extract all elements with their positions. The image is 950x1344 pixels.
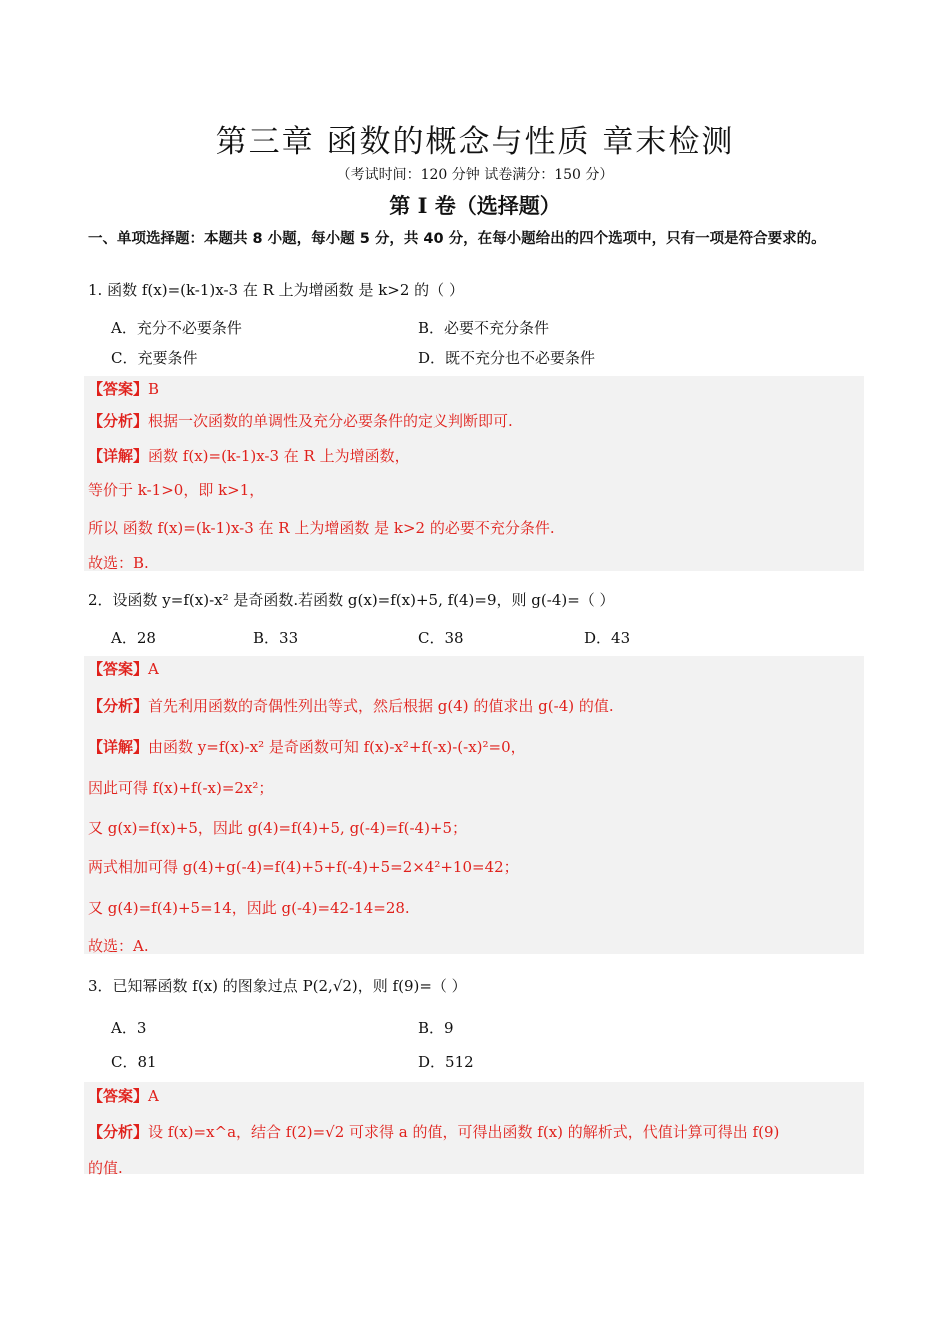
q3-option-c: C．81 bbox=[111, 1053, 157, 1071]
q1-solution-box bbox=[84, 376, 864, 571]
answer-value: B bbox=[148, 380, 160, 398]
q1-option-b: B．必要不充分条件 bbox=[418, 319, 550, 337]
analysis-tag: 【分析】 bbox=[88, 412, 149, 430]
q2-option-a: A．28 bbox=[111, 629, 156, 647]
analysis-text: 根据一次函数的单调性及充分必要条件的定义判断即可. bbox=[148, 412, 513, 430]
q2-stem: 2．设函数 y=f(x)-x² 是奇函数.若函数 g(x)=f(x)+5, f(4)=9，则 g(-4)=（ ） bbox=[88, 591, 615, 609]
q2-detail-2: 因此可得 f(x)+f(-x)=2x²； bbox=[88, 779, 274, 797]
detail-text: 函数 f(x)=(k-1)x-3 在 R 上为增函数， bbox=[148, 447, 410, 465]
page-title: 第三章 函数的概念与性质 章末检测 bbox=[215, 124, 735, 160]
q1-option-d: D．既不充分也不必要条件 bbox=[418, 349, 596, 367]
q1-option-a: A．充分不必要条件 bbox=[111, 319, 242, 337]
q2-option-c: C．38 bbox=[418, 629, 464, 647]
q1-stem: 1. 函数 f(x)=(k-1)x-3 在 R 上为增函数 是 k>2 的（ ） bbox=[88, 281, 464, 299]
detail-text: 由函数 y=f(x)-x² 是奇函数可知 f(x)-x²+f(-x)-(-x)²=0， bbox=[148, 738, 526, 756]
q1-detail bbox=[88, 445, 410, 466]
detail-tag: 【详解】 bbox=[88, 738, 149, 756]
q3-analysis-end: 的值. bbox=[88, 1159, 123, 1177]
q2-detail-5: 又 g(4)=f(4)+5=14，因此 g(-4)=42-14=28. bbox=[88, 899, 410, 917]
q1-detail-2: 等价于 k-1>0，即 k>1， bbox=[88, 481, 265, 499]
analysis-text: 设 f(x)=x^a，结合 f(2)=√2 可求得 a 的值，可得出函数 f(x) 的解析式，代值计算可得出 f(9) bbox=[148, 1123, 780, 1141]
q2-detail-4: 两式相加可得 g(4)+g(-4)=f(4)+5+f(-4)+5=2×4²+10=42； bbox=[88, 858, 519, 876]
q2-detail-3: 又 g(x)=f(x)+5，因此 g(4)=f(4)+5, g(-4)=f(-4)+5； bbox=[88, 819, 468, 837]
analysis-tag: 【分析】 bbox=[88, 1123, 149, 1141]
q2-analysis bbox=[88, 695, 614, 716]
answer-tag: 【答案】 bbox=[88, 660, 149, 678]
section-intro: 一、单项选择题：本题共 8 小题，每小题 5 分，共 40 分，在每小题给出的四个选项中，只有一项是符合要求的。 bbox=[88, 231, 826, 247]
answer-value: A bbox=[148, 660, 159, 678]
analysis-tag: 【分析】 bbox=[88, 697, 149, 715]
q1-option-c: C．充要条件 bbox=[111, 349, 198, 367]
q1-analysis bbox=[88, 410, 513, 431]
q1-answer bbox=[88, 378, 159, 399]
q3-option-a: A．3 bbox=[111, 1019, 147, 1037]
q3-analysis bbox=[88, 1121, 779, 1142]
q1-conclusion: 故选：B. bbox=[88, 554, 149, 572]
q3-stem: 3．已知幂函数 f(x) 的图象过点 P(2,√2)，则 f(9)=（ ） bbox=[88, 977, 467, 995]
answer-tag: 【答案】 bbox=[88, 380, 149, 398]
q3-option-b: B．9 bbox=[418, 1019, 454, 1037]
q3-answer bbox=[88, 1085, 159, 1106]
answer-tag: 【答案】 bbox=[88, 1087, 149, 1105]
q2-conclusion: 故选：A. bbox=[88, 937, 149, 955]
answer-value: A bbox=[148, 1087, 159, 1105]
part-heading: 第 I 卷（选择题） bbox=[389, 193, 561, 218]
detail-tag: 【详解】 bbox=[88, 447, 149, 465]
q2-option-b: B．33 bbox=[253, 629, 299, 647]
q1-detail-3: 所以 函数 f(x)=(k-1)x-3 在 R 上为增函数 是 k>2 的必要不充分条件. bbox=[88, 519, 555, 537]
q3-option-d: D．512 bbox=[418, 1053, 474, 1071]
exam-info: （考试时间：120 分钟 试卷满分：150 分） bbox=[336, 167, 614, 183]
q2-detail bbox=[88, 736, 526, 757]
analysis-text: 首先利用函数的奇偶性列出等式，然后根据 g(4) 的值求出 g(-4) 的值. bbox=[148, 697, 614, 715]
q2-option-d: D．43 bbox=[584, 629, 631, 647]
q2-answer bbox=[88, 658, 159, 679]
